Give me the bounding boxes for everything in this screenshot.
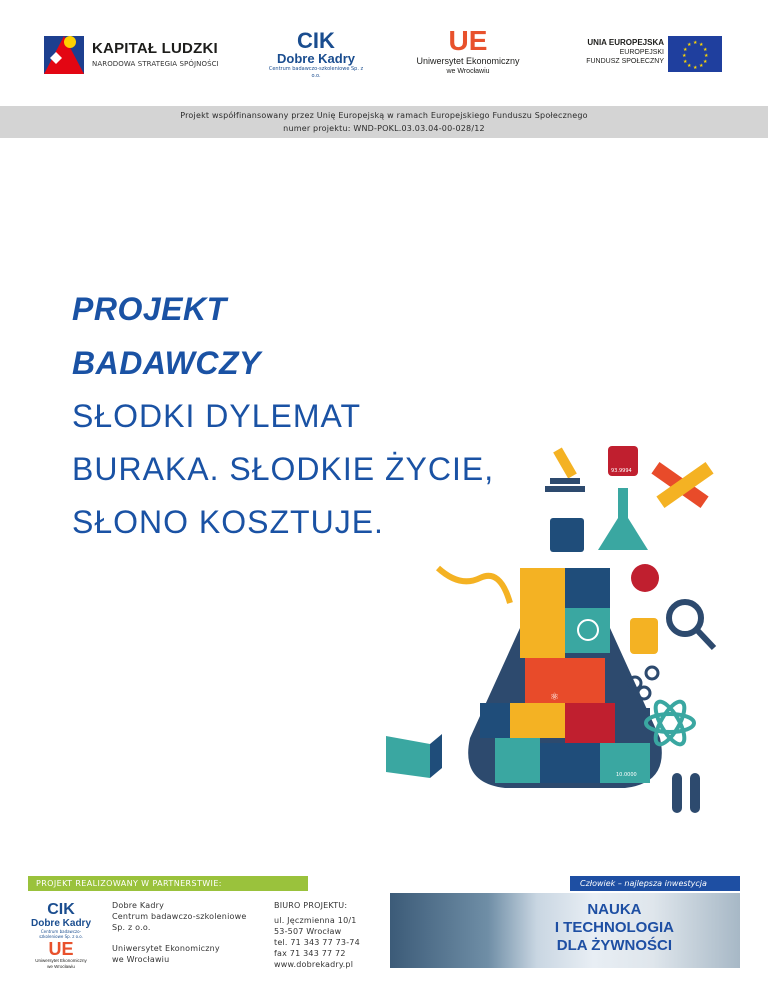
footer-dk-tagline: Centrum badawczo-szkoleniowe Sp. z o.o. xyxy=(39,929,83,939)
svg-text:★: ★ xyxy=(682,53,687,59)
office-tel: tel. 71 343 77 73-74 xyxy=(274,938,360,947)
footer-ue-name: Uniwersytet Ekonomiczny xyxy=(35,958,87,963)
badge-text: 93.9994 xyxy=(611,468,632,474)
dobre-kadry-logo xyxy=(268,30,364,80)
banner-line2: I TECHNOLOGIA xyxy=(554,919,674,936)
ue-mark: UE xyxy=(448,25,488,56)
title-line-3: SŁODKI DYLEMAT xyxy=(72,398,362,434)
ue-city: we Wrocławiu xyxy=(446,68,490,75)
small-flask-icon xyxy=(598,488,648,550)
svg-text:★: ★ xyxy=(683,47,688,53)
partnership-label: PROJEKT REALIZOWANY W PARTNERSTWIE: xyxy=(28,876,308,891)
science-flask-illustration xyxy=(380,438,740,838)
footer-dk-name: Dobre Kadry xyxy=(30,918,91,929)
office-address1: ul. Jęczmienna 10/1 xyxy=(274,916,357,925)
svg-text:★: ★ xyxy=(699,42,704,48)
footer-dobre-kadry-logo xyxy=(30,902,92,939)
svg-text:★: ★ xyxy=(703,59,708,65)
kapital-ludzki-title: KAPITAŁ LUDZKI xyxy=(92,40,218,57)
footer-dk-mark: CIK xyxy=(47,901,75,918)
magnifier-icon xyxy=(669,602,701,634)
banner-line1: NAUKA xyxy=(587,901,642,918)
project-number: numer projektu: WND-POKL.03.03.04-00-028/12 xyxy=(283,124,485,133)
partner2-line1: Uniwersytet Ekonomiczny xyxy=(112,944,220,953)
funding-band xyxy=(0,106,768,138)
eu-line3: FUNDUSZ SPOŁECZNY xyxy=(586,58,664,65)
book-icon xyxy=(550,518,584,552)
title-line-5: SŁONO KOSZTUJE. xyxy=(72,504,384,540)
svg-text:★: ★ xyxy=(703,47,708,53)
partner1-line1: Dobre Kadry xyxy=(112,901,165,910)
microscope-icon xyxy=(545,448,585,492)
ue-logo xyxy=(408,26,528,76)
banner-text xyxy=(555,901,674,955)
eu-line2: EUROPEJSKI xyxy=(619,49,664,56)
office-fax: fax 71 343 77 72 xyxy=(274,949,346,958)
office-web[interactable]: www.dobrekadry.pl xyxy=(274,960,354,969)
test-tubes-icon xyxy=(672,773,700,813)
kapital-ludzki-logo xyxy=(40,28,88,78)
office-heading: BIURO PROJEKTU: xyxy=(274,901,348,910)
slogan: Człowiek – najlepsza inwestycja xyxy=(570,876,740,891)
svg-text:⚛: ⚛ xyxy=(550,692,559,703)
kapital-ludzki-subtitle: NARODOWA STRATEGIA SPÓJNOŚCI xyxy=(92,60,219,68)
svg-text:★: ★ xyxy=(687,42,692,48)
svg-text:★: ★ xyxy=(699,63,704,69)
title-line-1: PROJEKT xyxy=(72,291,227,327)
eu-logo-text xyxy=(568,38,664,66)
office-address2: 53-507 Wrocław xyxy=(274,927,342,936)
dobre-kadry-mark: CIK xyxy=(297,28,335,53)
banner-line3: DLA ŻYWNOŚCI xyxy=(556,937,673,954)
eu-line1: UNIA EUROPEJSKA xyxy=(587,38,664,47)
footer-ue-mark: UE xyxy=(48,939,74,959)
dobre-kadry-name: Dobre Kadry xyxy=(276,51,356,66)
project-office xyxy=(274,900,384,970)
svg-text:★: ★ xyxy=(693,40,698,46)
title-line-4: BURAKA. SŁODKIE ŻYCIE, xyxy=(72,451,495,487)
dna-icon xyxy=(438,568,510,603)
open-book-icon xyxy=(386,734,442,778)
svg-text:★: ★ xyxy=(683,59,688,65)
svg-text:★: ★ xyxy=(693,65,698,71)
partner1-line3: Sp. z o.o. xyxy=(112,923,151,932)
partner2-line2: we Wrocławiu xyxy=(112,955,170,964)
ue-name: Uniwersytet Ekonomiczny xyxy=(416,56,520,66)
partner-names xyxy=(112,900,262,965)
dobre-kadry-tagline: Centrum badawczo-szkoleniowe Sp. z o.o. xyxy=(268,66,364,79)
banner-photo xyxy=(390,893,740,968)
partner1-line2: Centrum badawczo-szkoleniowe xyxy=(112,912,247,921)
red-microscope-icon xyxy=(631,564,659,592)
funding-line: Projekt współfinansowany przez Unię Europejską w ramach Europejskiego Funduszu Społecznego xyxy=(180,111,588,120)
footer-ue-logo xyxy=(30,940,92,970)
title-line-2: BADAWCZY xyxy=(72,345,261,381)
svg-text:★: ★ xyxy=(687,63,692,69)
timer-text: 10.0000 xyxy=(616,772,637,778)
bottle-icon xyxy=(630,618,658,654)
eu-flag-icon xyxy=(668,36,722,72)
svg-text:★: ★ xyxy=(704,53,709,59)
footer-ue-city: we Wrocławiu xyxy=(47,964,75,969)
